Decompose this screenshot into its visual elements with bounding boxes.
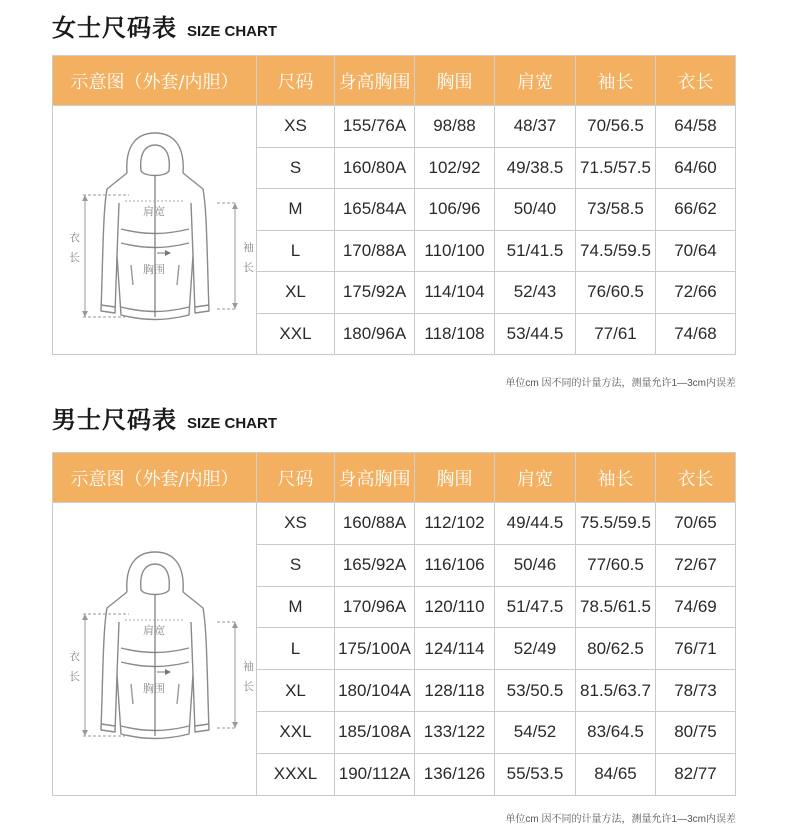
table-cell: 114/104: [415, 272, 495, 314]
table-cell: 74/68: [656, 313, 736, 355]
table-cell: L: [257, 230, 335, 272]
diagram-chest-label: 胸围: [142, 263, 165, 276]
women-measure-note: 单位cm 因不同的计量方法，测量允许1—3cm内误差: [505, 378, 736, 389]
table-cell: 190/112A: [335, 753, 415, 795]
women-title-en: SIZE CHART: [187, 23, 277, 40]
table-cell: 48/37: [495, 106, 576, 148]
men-measure-note: 单位cm 因不同的计量方法，测量允许1—3cm内误差: [505, 814, 736, 825]
table-cell: XL: [257, 670, 335, 712]
table-cell: 102/92: [415, 147, 495, 189]
diagram-length-label-1: 衣: [68, 649, 80, 663]
hood-opening: [140, 145, 169, 176]
table-cell: 51/41.5: [495, 230, 576, 272]
table-cell: S: [257, 147, 335, 189]
table-cell: 71.5/57.5: [576, 147, 656, 189]
table-cell: 155/76A: [335, 106, 415, 148]
table-cell: 70/56.5: [576, 106, 656, 148]
table-cell: 66/62: [656, 189, 736, 231]
men-title: [52, 400, 277, 435]
table-cell: 52/43: [495, 272, 576, 314]
table-cell: 80/62.5: [576, 628, 656, 670]
table-cell: 175/100A: [335, 628, 415, 670]
diagram-shoulder-label: 肩宽: [142, 205, 165, 218]
men-header-diagram: 示意图（外套/内胆）: [53, 453, 257, 503]
diagram-sleeve-label-1: 袖: [242, 659, 254, 673]
men-header-shoulder: 肩宽: [495, 453, 576, 503]
table-cell: 98/88: [415, 106, 495, 148]
table-cell: 165/92A: [335, 544, 415, 586]
diagram-sleeve-label-2: 长: [242, 679, 254, 693]
women-header-chest: 胸围: [415, 56, 495, 106]
men-header-chest: 胸围: [415, 453, 495, 503]
table-cell: 75.5/59.5: [576, 503, 656, 545]
men-header-row: [53, 453, 736, 503]
table-cell: 50/46: [495, 544, 576, 586]
table-cell: 110/100: [415, 230, 495, 272]
table-cell: 175/92A: [335, 272, 415, 314]
table-cell: 77/60.5: [576, 544, 656, 586]
women-header-shoulder: 肩宽: [495, 56, 576, 106]
men-diagram-cell: [53, 503, 257, 796]
women-header-sleeve: 袖长: [576, 56, 656, 106]
table-cell: 160/80A: [335, 147, 415, 189]
table-cell: 49/38.5: [495, 147, 576, 189]
men-title-cn: 男士尺码表: [52, 406, 177, 434]
table-cell: 133/122: [415, 711, 495, 753]
table-cell: 76/60.5: [576, 272, 656, 314]
table-cell: 72/66: [656, 272, 736, 314]
jacket-diagram: [55, 115, 255, 345]
men-table-body: [53, 503, 736, 796]
diagram-shoulder-label: 肩宽: [142, 623, 165, 637]
table-cell: 160/88A: [335, 503, 415, 545]
table-cell: 74.5/59.5: [576, 230, 656, 272]
diagram-sleeve-label-2: 长: [242, 261, 254, 274]
table-cell: 82/77: [656, 753, 736, 795]
table-cell: 76/71: [656, 628, 736, 670]
women-table-body: [53, 106, 736, 355]
table-cell: 180/96A: [335, 313, 415, 355]
table-cell: S: [257, 544, 335, 586]
table-cell: 64/60: [656, 147, 736, 189]
table-cell: 112/102: [415, 503, 495, 545]
table-cell: 55/53.5: [495, 753, 576, 795]
table-cell: 70/65: [656, 503, 736, 545]
women-header-size: 尺码: [257, 56, 335, 106]
women-header-length: 衣长: [656, 56, 736, 106]
men-header-height-chest: 身高胸围: [335, 453, 415, 503]
diagram-sleeve-label-1: 袖: [242, 241, 254, 254]
table-row: [53, 106, 736, 148]
women-header-row: [53, 56, 736, 106]
women-diagram-cell: [53, 106, 257, 355]
table-cell: 170/88A: [335, 230, 415, 272]
table-cell: XXL: [257, 711, 335, 753]
table-cell: 84/65: [576, 753, 656, 795]
table-cell: 81.5/63.7: [576, 670, 656, 712]
table-cell: M: [257, 189, 335, 231]
diagram-length-label-2: 长: [68, 669, 80, 683]
women-header-height-chest: 身高胸围: [335, 56, 415, 106]
table-cell: M: [257, 586, 335, 628]
table-cell: 80/75: [656, 711, 736, 753]
men-header-sleeve: 袖长: [576, 453, 656, 503]
table-row: [53, 503, 736, 545]
table-cell: 136/126: [415, 753, 495, 795]
table-cell: XXL: [257, 313, 335, 355]
table-cell: 77/61: [576, 313, 656, 355]
table-cell: 83/64.5: [576, 711, 656, 753]
table-cell: 53/44.5: [495, 313, 576, 355]
hood-opening: [140, 564, 169, 595]
table-cell: 70/64: [656, 230, 736, 272]
table-cell: 120/110: [415, 586, 495, 628]
table-cell: 51/47.5: [495, 586, 576, 628]
table-cell: 72/67: [656, 544, 736, 586]
diagram-length-label-1: 衣: [68, 231, 80, 244]
table-cell: 74/69: [656, 586, 736, 628]
diagram-chest-label: 胸围: [142, 681, 165, 695]
table-cell: 54/52: [495, 711, 576, 753]
table-cell: 49/44.5: [495, 503, 576, 545]
table-cell: 78/73: [656, 670, 736, 712]
table-cell: XS: [257, 503, 335, 545]
table-cell: 106/96: [415, 189, 495, 231]
table-cell: 73/58.5: [576, 189, 656, 231]
hood-outline: [126, 133, 182, 173]
women-header-diagram: 示意图（外套/内胆）: [53, 56, 257, 106]
table-cell: 185/108A: [335, 711, 415, 753]
table-cell: 116/106: [415, 544, 495, 586]
jacket-diagram: [55, 534, 255, 764]
women-title: [52, 8, 277, 43]
women-size-table: [52, 55, 736, 355]
table-cell: XL: [257, 272, 335, 314]
table-cell: 64/58: [656, 106, 736, 148]
table-cell: L: [257, 628, 335, 670]
table-cell: 52/49: [495, 628, 576, 670]
men-header-size: 尺码: [257, 453, 335, 503]
table-cell: 53/50.5: [495, 670, 576, 712]
women-title-cn: 女士尺码表: [52, 14, 177, 42]
men-size-table: [52, 452, 736, 796]
table-cell: 128/118: [415, 670, 495, 712]
table-cell: 180/104A: [335, 670, 415, 712]
hood-outline: [126, 552, 182, 592]
table-cell: XS: [257, 106, 335, 148]
men-title-en: SIZE CHART: [187, 415, 277, 432]
men-header-length: 衣长: [656, 453, 736, 503]
table-cell: 124/114: [415, 628, 495, 670]
table-cell: 50/40: [495, 189, 576, 231]
table-cell: 78.5/61.5: [576, 586, 656, 628]
table-cell: XXXL: [257, 753, 335, 795]
table-cell: 165/84A: [335, 189, 415, 231]
table-cell: 170/96A: [335, 586, 415, 628]
diagram-length-label-2: 长: [68, 251, 80, 264]
table-cell: 118/108: [415, 313, 495, 355]
